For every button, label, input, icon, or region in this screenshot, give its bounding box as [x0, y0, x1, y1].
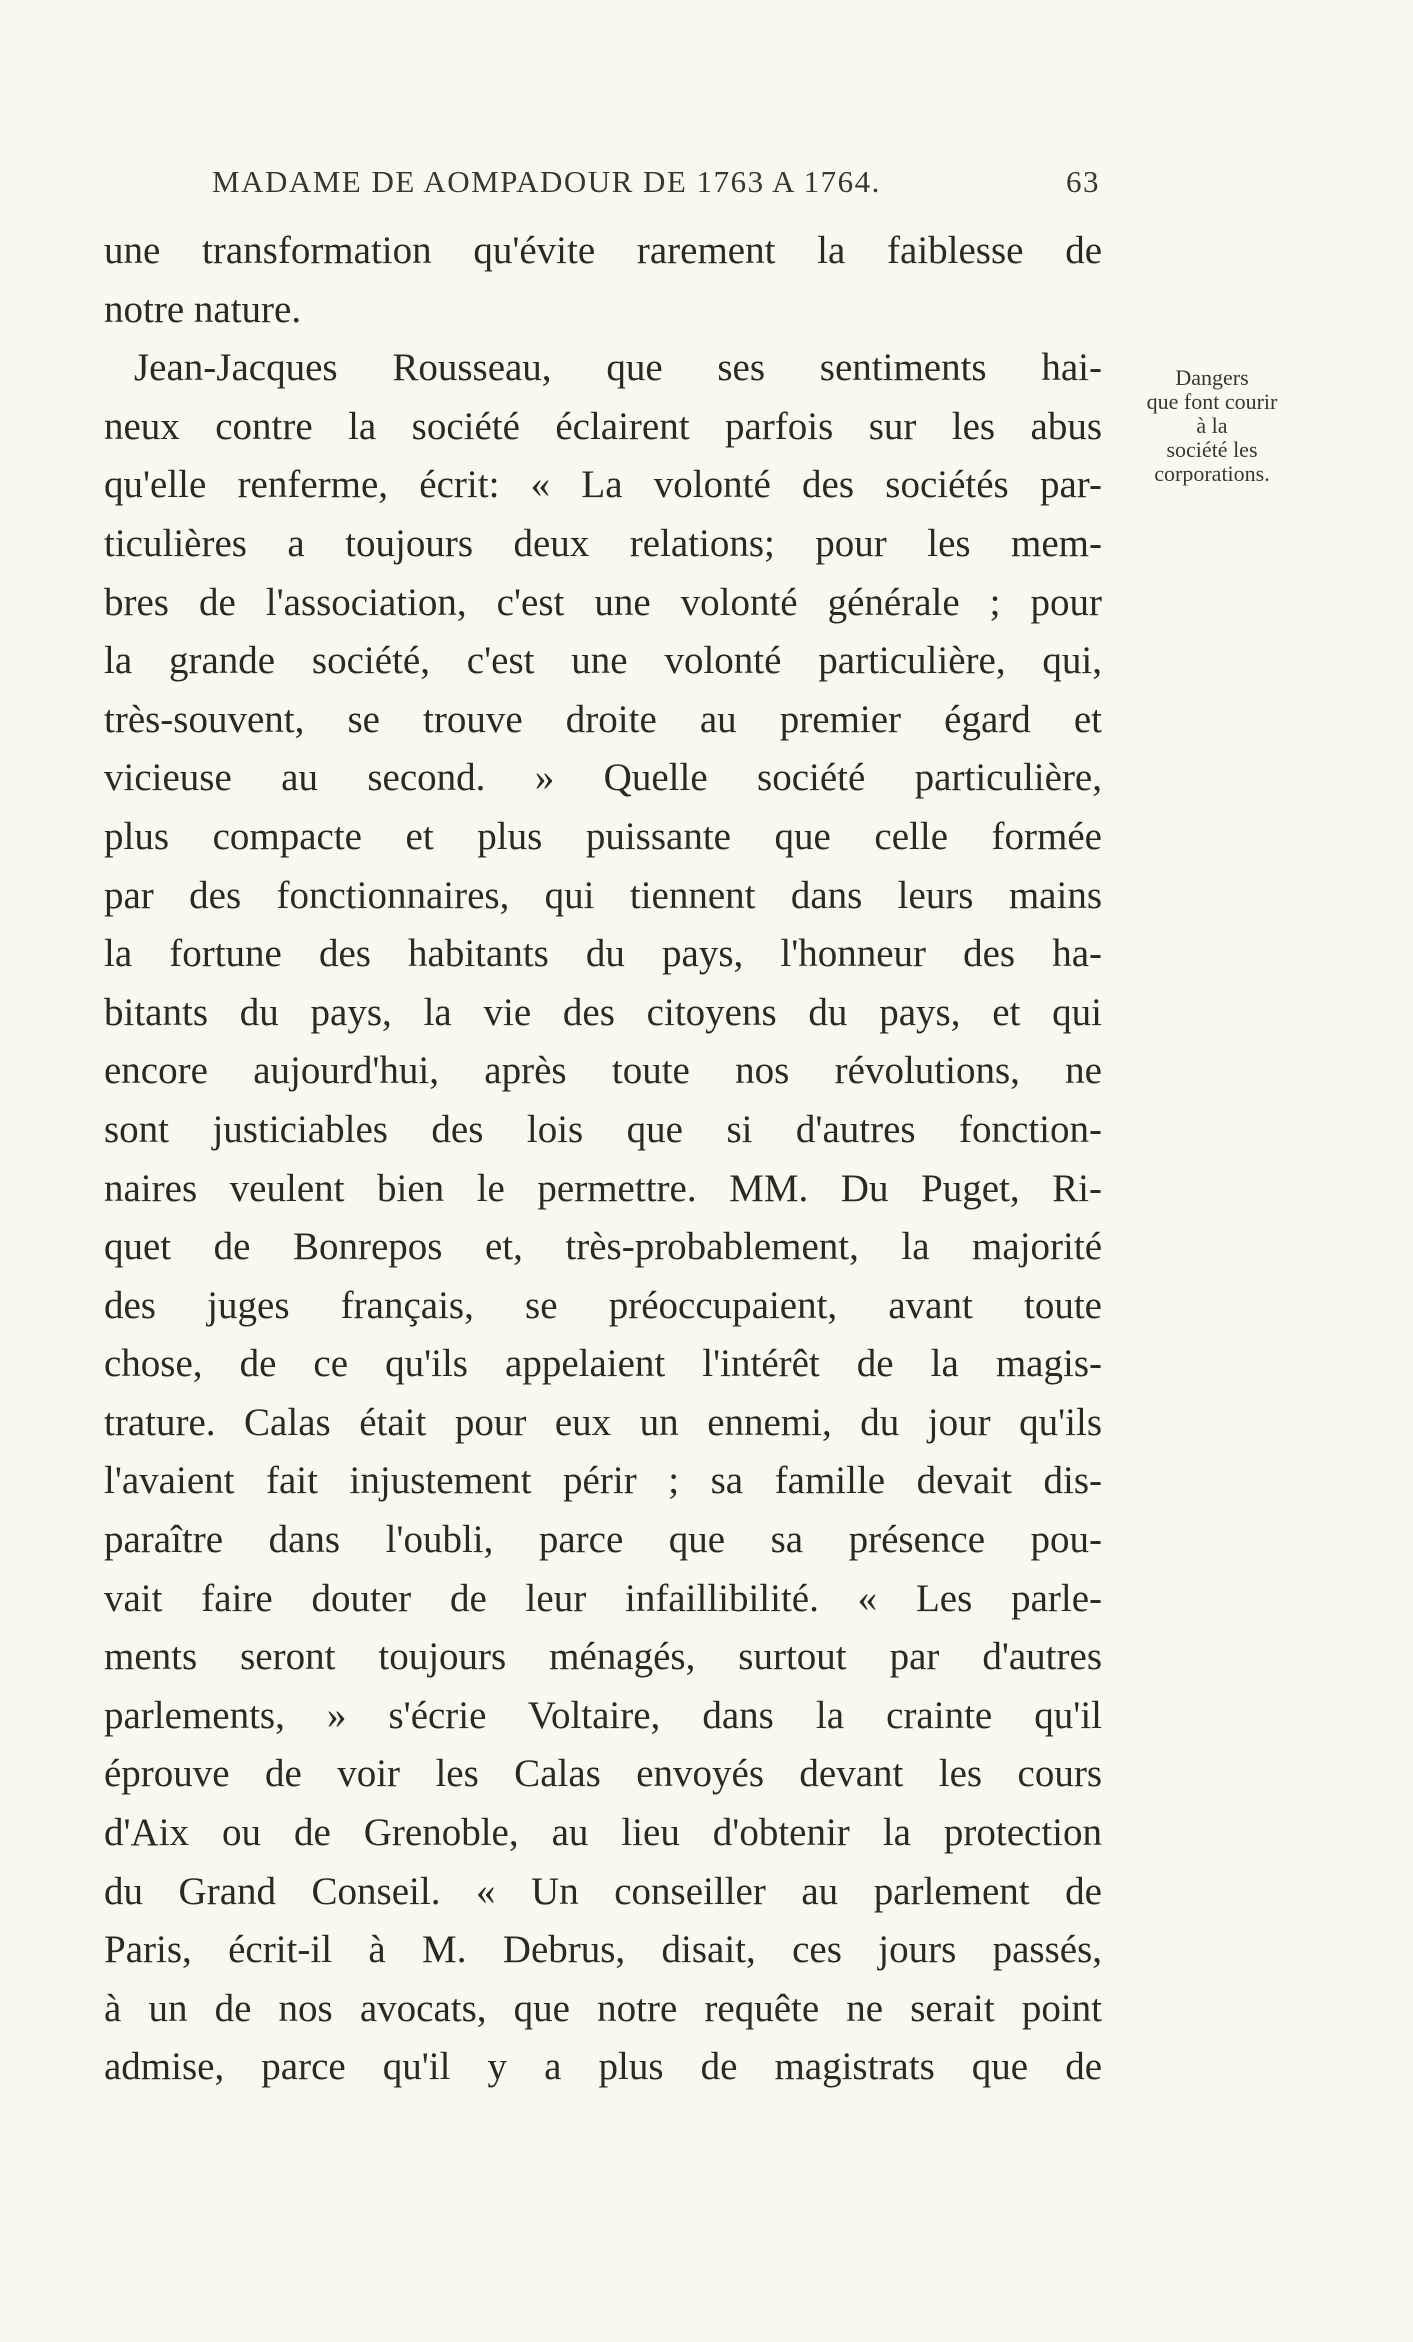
marginal-note-line: à la — [1196, 413, 1228, 438]
text-line: quet de Bonrepos et, très-probablement, la majorité — [104, 1225, 1102, 1269]
text-line: des juges français, se préoccupaient, avant toute — [104, 1283, 1102, 1327]
text-line: naires veulent bien le permettre. MM. Du Puget, Ri- — [104, 1166, 1102, 1210]
text-line: vait faire douter de leur infaillibilité. « Les parle- — [104, 1576, 1102, 1620]
text-line: l'avaient fait injustement périr ; sa famille devait dis- — [104, 1459, 1102, 1503]
text-line: notre nature. — [104, 287, 302, 331]
text-line: une transformation qu'évite rarement la faiblesse de — [104, 229, 1102, 272]
text-line: plus compacte et plus puissante que celle formée — [104, 814, 1102, 858]
marginal-note — [1112, 366, 1312, 486]
text-line: d'Aix ou de Grenoble, au lieu d'obtenir la protection — [104, 1811, 1102, 1855]
text-line: la fortune des habitants du pays, l'honneur des ha- — [104, 932, 1102, 976]
text-line: sont justiciables des lois que si d'autres fonction- — [104, 1107, 1102, 1151]
page-number: 63 — [1066, 164, 1100, 199]
text-line: ticulières a toujours deux relations; pour les mem- — [104, 521, 1102, 565]
text-line: bitants du pays, la vie des citoyens du pays, et qui — [104, 990, 1102, 1034]
text-line: encore aujourd'hui, après toute nos révolutions, ne — [104, 1049, 1102, 1093]
marginal-note-line: société les — [1166, 437, 1258, 462]
marginal-note-line: corporations. — [1154, 461, 1270, 486]
text-line: à un de nos avocats, que notre requête ne serait point — [104, 1986, 1102, 2030]
text-line: neux contre la société éclairent parfois sur les abus — [104, 404, 1102, 448]
paragraph-start-line: Jean-Jacques Rousseau, que ses sentiments hai- — [134, 346, 1102, 390]
text-line: qu'elle renferme, écrit: « La volonté des sociétés par- — [104, 463, 1102, 507]
running-head — [200, 164, 1100, 212]
text-line: admise, parce qu'il y a plus de magistrats que de — [104, 2045, 1102, 2089]
marginal-note-line: Dangers — [1175, 365, 1249, 390]
text-line: parlements, » s'écrie Voltaire, dans la crainte qu'il — [104, 1693, 1102, 1737]
text-line: chose, de ce qu'ils appelaient l'intérêt de la magis- — [104, 1342, 1102, 1386]
text-line: paraître dans l'oubli, parce que sa présence pou- — [104, 1518, 1102, 1562]
text-line: très-souvent, se trouve droite au premier égard et — [104, 697, 1102, 741]
text-line: vicieuse au second. » Quelle société particulière, — [104, 756, 1102, 800]
marginal-note-line: que font courir — [1146, 389, 1278, 414]
text-line: Paris, écrit-il à M. Debrus, disait, ces jours passés, — [104, 1928, 1102, 1972]
text-line: bres de l'association, c'est une volonté générale ; pour — [104, 580, 1102, 624]
text-line: éprouve de voir les Calas envoyés devant les cours — [104, 1752, 1102, 1796]
text-line: la grande société, c'est une volonté particulière, qui, — [104, 639, 1102, 683]
text-line: par des fonctionnaires, qui tiennent dans leurs mains — [104, 873, 1102, 917]
text-line: ments seront toujours ménagés, surtout par d'autres — [104, 1635, 1102, 1679]
running-head-title: MADAME DE AOMPADOUR DE 1763 A 1764. — [212, 164, 881, 199]
body-text — [104, 222, 1102, 2097]
text-line: du Grand Conseil. « Un conseiller au parlement de — [104, 1869, 1102, 1913]
text-line: trature. Calas était pour eux un ennemi, du jour qu'ils — [104, 1400, 1102, 1444]
